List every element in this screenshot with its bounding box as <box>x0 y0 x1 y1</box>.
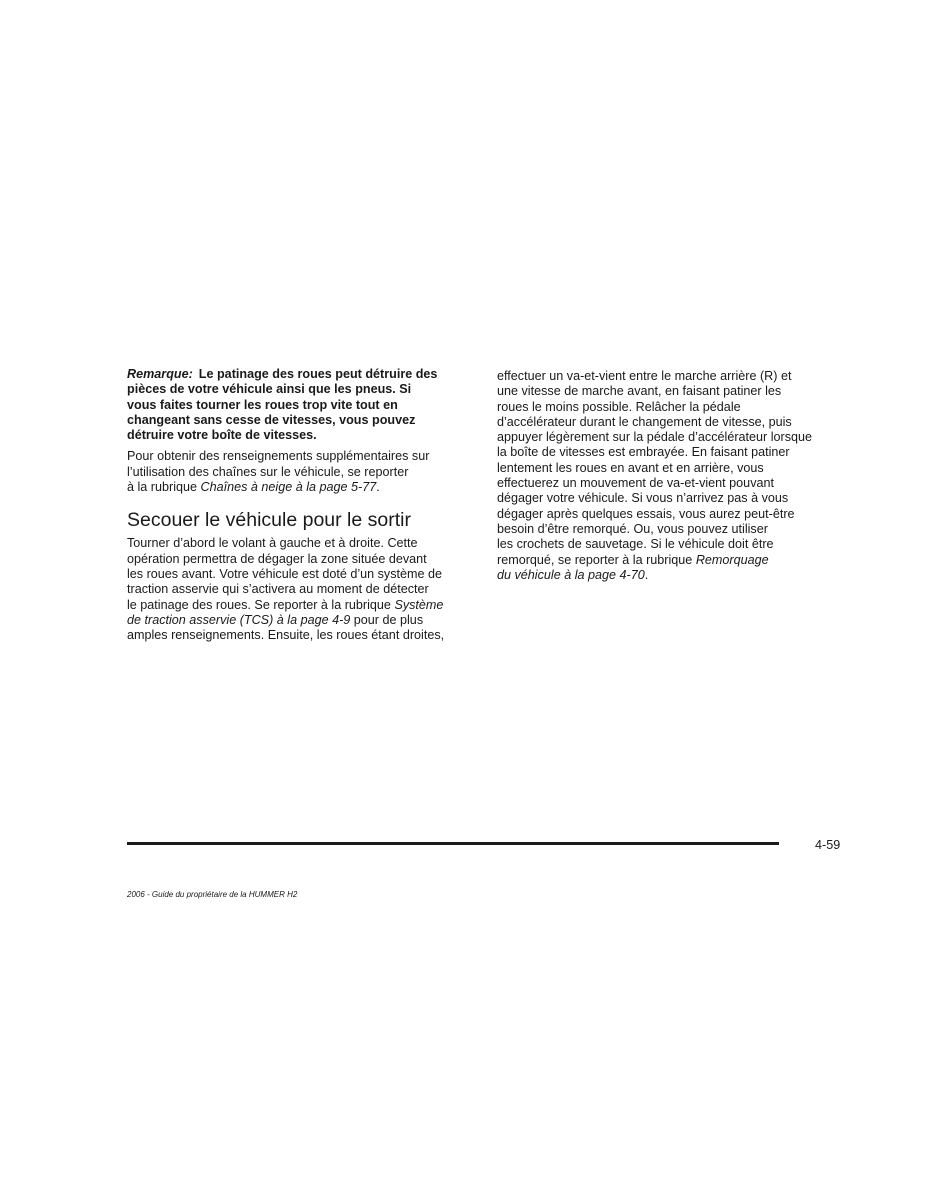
info-line: Pour obtenir des renseignements supplémentaires sur <box>127 449 430 464</box>
info-paragraph <box>127 449 475 495</box>
right-column <box>497 369 847 589</box>
body-line: dégager après quelques essais, vous aurez peut-être <box>497 506 795 521</box>
info-line: à la rubrique Chaînes à neige à la page 5-77. <box>127 480 380 495</box>
body-line: roues le moins possible. Relâcher la pédale <box>497 399 741 414</box>
body-line: effectuerez un mouvement de va-et-vient pouvant <box>497 476 774 491</box>
snow-chains-reference-link[interactable]: Chaînes à neige à la page 5-77 <box>200 480 377 495</box>
notice-line: changeant sans cesse de vitesses, vous pouvez <box>127 412 416 427</box>
body-line: amples renseignements. Ensuite, les roues étant droites, <box>127 628 445 643</box>
body-line: la boîte de vitesses est embrayée. En faisant patiner <box>497 445 790 460</box>
notice-block <box>127 367 475 443</box>
rocking-paragraph-start <box>127 536 475 643</box>
page-number: 4-59 <box>815 838 841 852</box>
body-line: appuyer légèrement sur la pédale d’accélérateur lorsque <box>497 430 813 445</box>
footer-text: 2006 - Guide du propriétaire de la HUMMER H2 <box>127 890 298 899</box>
body-line: dégager votre véhicule. Si vous n’arrivez pas à vous <box>497 491 789 506</box>
tcs-reference-link[interactable]: de traction asservie (TCS) à la page 4-9 <box>127 612 351 627</box>
notice-line: détruire votre boîte de vitesses. <box>127 428 317 443</box>
body-line: du véhicule à la page 4-70. <box>497 567 649 582</box>
body-line: effectuer un va-et-vient entre le marche arrière (R) et <box>497 369 792 383</box>
body-line: Tourner d’abord le volant à gauche et à droite. Cette <box>127 536 418 551</box>
body-line: traction asservie qui s’activera au moment de détecter <box>127 582 429 597</box>
body-line: le patinage des roues. Se reporter à la rubrique Système <box>127 597 444 612</box>
notice-line: vous faites tourner les roues trop vite tout en <box>127 397 398 412</box>
body-line: de traction asservie (TCS) à la page 4-9 pour de plus <box>127 612 424 627</box>
body-line: d’accélérateur durant le changement de vitesse, puis <box>497 414 792 429</box>
info-line: l’utilisation des chaînes sur le véhicule, se reporter <box>127 464 409 479</box>
body-line: une vitesse de marche avant, en faisant patiner les <box>497 384 782 399</box>
section-heading: Secouer le véhicule pour le sortir <box>127 509 411 532</box>
towing-reference-link[interactable]: du véhicule à la page 4-70 <box>497 567 645 582</box>
rocking-paragraph-continued <box>497 369 847 583</box>
body-line: opération permettra de dégager la zone située devant <box>127 551 427 566</box>
body-line: lentement les roues en avant et en arrière, vous <box>497 460 764 475</box>
tcs-reference-link[interactable]: Système <box>394 597 444 612</box>
body-line: les roues avant. Votre véhicule est doté d’un système de <box>127 566 443 581</box>
notice-label: Remarque: <box>127 367 193 381</box>
towing-reference-link[interactable]: Remorquage <box>695 552 769 567</box>
notice-line: pièces de votre véhicule ainsi que les pneus. Si <box>127 382 412 397</box>
footer-rule <box>127 842 779 845</box>
body-line: les crochets de sauvetage. Si le véhicule doit être <box>497 537 774 552</box>
body-line: besoin d’être remorqué. Ou, vous pouvez utiliser <box>497 521 768 536</box>
left-column <box>127 367 475 649</box>
body-line: remorqué, se reporter à la rubrique Remorquage <box>497 552 769 567</box>
notice-line: Remarque: Le patinage des roues peut détruire des <box>127 367 438 381</box>
